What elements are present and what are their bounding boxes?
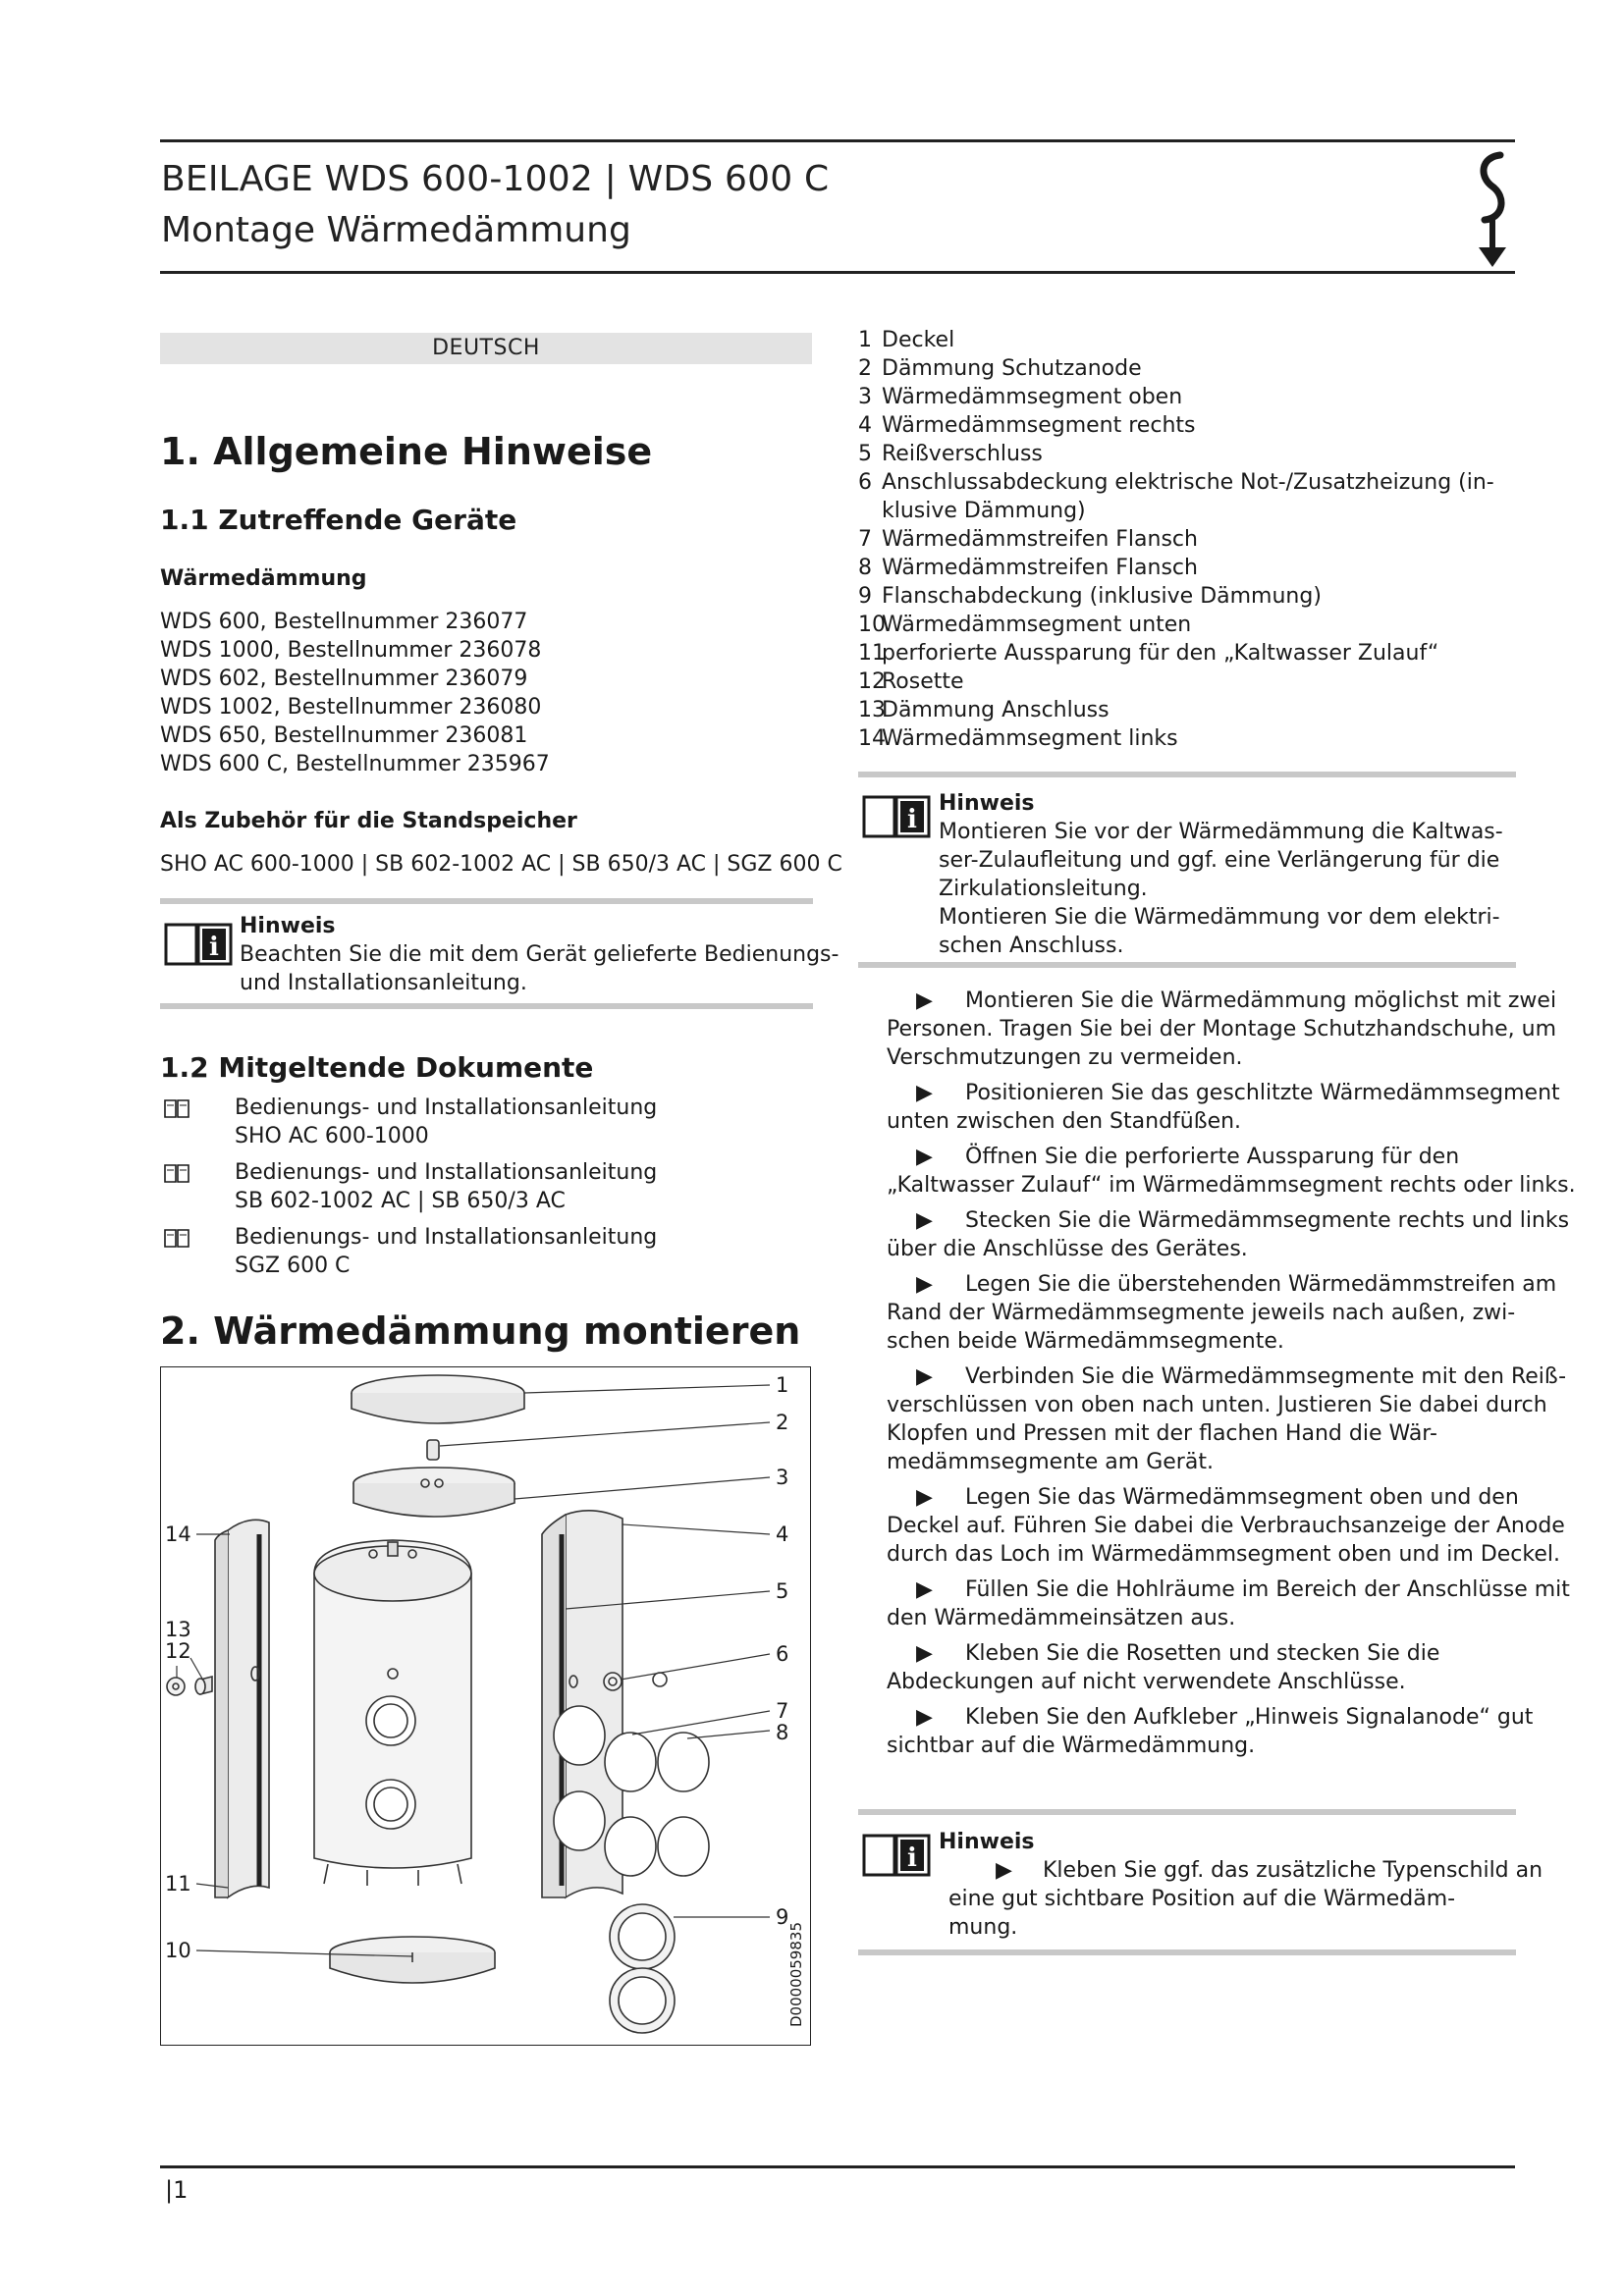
legend-text: Anschlussabdeckung elektrische Not-/Zusatzheizung (in- (882, 470, 1494, 495)
step-text: Montieren Sie die Wärmedämmung möglichst mit zwei Personen. Tragen Sie bei der Montage Schutzhandschuhe, um Verschmutzungen zu vermeiden. (887, 988, 1557, 1070)
step-text: Verbinden Sie die Wärmedämmsegmente mit den Reiß-verschlüssen von oben nach unten. Justieren Sie dabei durch Klopfen und Pressen mit der flachen Hand die Wär-medämmsegmente am Gerät. (887, 1364, 1567, 1474)
installation-steps (887, 987, 1579, 1767)
legend-number: 8 (858, 556, 872, 580)
callout-2: 2 (776, 1411, 789, 1434)
figure-legend (858, 326, 1494, 753)
svg-text:i: i (907, 805, 917, 834)
legend-item (858, 383, 1494, 411)
play-arrow-icon: ▶ (996, 1858, 1012, 1883)
info-book-icon (861, 791, 932, 840)
section-1-heading: 1. Allgemeine Hinweise (160, 430, 653, 473)
step-text: Füllen Sie die Hohlräume im Bereich der Anschlüsse mit den Wärmedämmeinsätzen aus. (887, 1577, 1570, 1630)
step-item (887, 1270, 1579, 1356)
figure-code: D0000059835 (787, 1922, 805, 2027)
step-item (887, 1703, 1579, 1760)
step-text: Öffnen Sie die perforierte Aussparung für den „Kaltwasser Zulauf“ im Wärmedämmsegment rechts oder links. (887, 1145, 1576, 1198)
legend-item-continuation (858, 497, 1494, 525)
note-2-title: Hinweis (939, 791, 1035, 816)
play-arrow-icon: ▶ (916, 1705, 933, 1730)
section-1-1-heading: 1.1 Zutreffende Geräte (160, 504, 517, 536)
callout-3: 3 (776, 1466, 789, 1489)
legend-item (858, 724, 1494, 753)
play-arrow-icon: ▶ (916, 1577, 933, 1602)
header-subtitle: Montage Wärmedämmung (161, 210, 631, 250)
legend-item (858, 554, 1494, 582)
legend-number: 13 (858, 698, 886, 722)
info-book-icon (861, 1830, 932, 1879)
note-2-line: ser-Zulaufleitung und ggf. eine Verlängerung für die (939, 848, 1500, 873)
related-doc-text (235, 1094, 657, 1150)
callout-12: 12 (165, 1639, 191, 1663)
legend-text: Wärmedämmsegment rechts (882, 413, 1196, 438)
related-doc-model: SHO AC 600-1000 (235, 1124, 429, 1148)
legend-number: 14 (858, 726, 886, 751)
assembly-figure (160, 1366, 811, 2046)
legend-item (858, 354, 1494, 383)
callout-5: 5 (776, 1579, 789, 1603)
device-list (160, 608, 550, 778)
legend-number: 1 (858, 328, 872, 352)
step-text: Positionieren Sie das geschlitzte Wärmedämmsegment unten zwischen den Standfüßen. (887, 1081, 1560, 1134)
related-doc-title: Bedienungs- und Installationsanleitung (235, 1160, 658, 1185)
book-icon (164, 1097, 189, 1119)
legend-text: Wärmedämmsegment links (882, 726, 1178, 751)
callout-11: 11 (165, 1872, 191, 1896)
legend-number: 11 (858, 641, 886, 666)
device-item: WDS 650, Bestellnummer 236081 (160, 723, 528, 748)
legend-text: klusive Dämmung) (882, 499, 1086, 523)
related-doc-model: SGZ 600 C (235, 1254, 351, 1278)
note-2-top-rule (858, 772, 1516, 777)
info-book-icon (163, 919, 234, 968)
callout-7: 7 (776, 1699, 789, 1723)
legend-text: Dämmung Anschluss (882, 698, 1110, 722)
legend-number: 12 (858, 669, 886, 694)
note-1-top-rule (160, 898, 813, 904)
play-arrow-icon: ▶ (916, 1208, 933, 1233)
step-item (887, 1079, 1579, 1136)
step-item (887, 1362, 1579, 1476)
legend-number: 2 (858, 356, 872, 381)
exploded-view-diagram (161, 1367, 809, 2044)
note-3-title: Hinweis (939, 1830, 1035, 1854)
callout-4: 4 (776, 1522, 789, 1546)
legend-item (858, 639, 1494, 667)
device-item: WDS 1000, Bestellnummer 236078 (160, 638, 542, 663)
note-1-bottom-rule (160, 1003, 813, 1009)
note-3-bottom-rule (858, 1949, 1516, 1955)
legend-item (858, 440, 1494, 468)
legend-text: Reißverschluss (882, 442, 1043, 466)
device-item: WDS 600 C, Bestellnummer 235967 (160, 752, 550, 776)
legend-item (858, 667, 1494, 696)
note-2-line: Zirkulationsleitung. (939, 877, 1148, 901)
related-doc-title: Bedienungs- und Installationsanleitung (235, 1095, 658, 1120)
svg-text:i: i (907, 1843, 917, 1873)
note-2-line: Montieren Sie die Wärmedämmung vor dem elektri- (939, 905, 1500, 930)
related-doc-model: SB 602-1002 AC | SB 650/3 AC (235, 1189, 566, 1213)
step-text: Legen Sie die überstehenden Wärmedämmstreifen am Rand der Wärmedämmsegmente jeweils nach außen, zwi-schen beide Wärmedämmsegmente. (887, 1272, 1557, 1354)
legend-item (858, 468, 1494, 497)
note-3-top-rule (858, 1809, 1516, 1815)
device-item: WDS 600, Bestellnummer 236077 (160, 610, 528, 634)
note-2-body (939, 818, 1503, 960)
play-arrow-icon: ▶ (916, 1272, 933, 1297)
note-3-line: eine gut sichtbare Position auf die Wärmedäm- (948, 1887, 1456, 1911)
accessory-text: SHO AC 600-1000 | SB 602-1002 AC | SB 650/3 AC | SGZ 600 C (160, 852, 842, 877)
book-icon (164, 1162, 189, 1184)
callout-13: 13 (165, 1618, 191, 1641)
legend-text: Rosette (882, 669, 964, 694)
legend-text: Wärmedämmsegment oben (882, 385, 1183, 409)
legend-number: 7 (858, 527, 872, 552)
legend-text: Wärmedämmsegment unten (882, 613, 1192, 637)
note-3-line: mung. (948, 1915, 1018, 1940)
book-icon (164, 1227, 189, 1249)
callout-9: 9 (776, 1905, 789, 1929)
note-3-line (948, 1856, 1543, 1885)
note-3-text: Kleben Sie ggf. das zusätzliche Typenschild an (1043, 1858, 1543, 1883)
legend-item (858, 411, 1494, 440)
note-2-bottom-rule (858, 962, 1516, 968)
play-arrow-icon: ▶ (916, 1081, 933, 1105)
brand-logo-icon (1473, 147, 1512, 269)
legend-text: Wärmedämmstreifen Flansch (882, 527, 1198, 552)
note-2-line: Montieren Sie vor der Wärmedämmung die Kaltwas- (939, 820, 1503, 844)
page-number: |1 (165, 2176, 189, 2204)
step-item (887, 1206, 1579, 1263)
legend-number: 4 (858, 413, 872, 438)
legend-text: Dämmung Schutzanode (882, 356, 1142, 381)
step-item (887, 1483, 1579, 1569)
legend-number: 3 (858, 385, 872, 409)
svg-text:i: i (209, 933, 219, 962)
step-item (887, 1639, 1579, 1696)
footer-rule (160, 2165, 1515, 2168)
device-item: WDS 602, Bestellnummer 236079 (160, 667, 528, 691)
header-title: BEILAGE WDS 600-1002 | WDS 600 C (161, 159, 830, 199)
legend-item (858, 326, 1494, 354)
callout-14: 14 (165, 1522, 191, 1546)
legend-number: 6 (858, 470, 872, 495)
related-doc-text (235, 1223, 657, 1280)
step-text: Kleben Sie die Rosetten und stecken Sie die Abdeckungen auf nicht verwendete Anschlüsse. (887, 1641, 1440, 1694)
legend-number: 10 (858, 613, 886, 637)
language-label: DEUTSCH (160, 333, 812, 364)
insulation-group-heading: Wärmedämmung (160, 566, 367, 591)
note-2-line: schen Anschluss. (939, 934, 1124, 958)
section-1-2-heading: 1.2 Mitgeltende Dokumente (160, 1051, 594, 1084)
callout-1: 1 (776, 1373, 789, 1397)
legend-item (858, 525, 1494, 554)
note-1-title: Hinweis (240, 914, 336, 938)
play-arrow-icon: ▶ (916, 988, 933, 1013)
play-arrow-icon: ▶ (916, 1641, 933, 1666)
legend-number: 5 (858, 442, 872, 466)
header-top-rule (160, 139, 1515, 142)
legend-number: 9 (858, 584, 872, 609)
callout-10: 10 (165, 1939, 191, 1962)
step-item (887, 987, 1579, 1072)
device-item: WDS 1002, Bestellnummer 236080 (160, 695, 542, 720)
legend-text: Deckel (882, 328, 955, 352)
step-item (887, 1143, 1579, 1200)
legend-text: Wärmedämmstreifen Flansch (882, 556, 1198, 580)
note-1-body (240, 940, 839, 997)
note-1-line: Beachten Sie die mit dem Gerät gelieferte Bedienungs- (240, 942, 839, 967)
legend-item (858, 696, 1494, 724)
legend-item (858, 611, 1494, 639)
accessory-heading: Als Zubehör für die Standspeicher (160, 809, 577, 833)
step-text: Stecken Sie die Wärmedämmsegmente rechts und links über die Anschlüsse des Gerätes. (887, 1208, 1570, 1261)
play-arrow-icon: ▶ (916, 1364, 933, 1389)
related-doc-title: Bedienungs- und Installationsanleitung (235, 1225, 658, 1250)
header-bottom-rule (160, 271, 1515, 274)
legend-text: Flanschabdeckung (inklusive Dämmung) (882, 584, 1322, 609)
note-1-line: und Installationsanleitung. (240, 971, 527, 995)
callout-8: 8 (776, 1721, 789, 1744)
step-item (887, 1575, 1579, 1632)
play-arrow-icon: ▶ (916, 1485, 933, 1510)
play-arrow-icon: ▶ (916, 1145, 933, 1169)
section-2-heading: 2. Wärmedämmung montieren (160, 1309, 801, 1353)
step-text: Legen Sie das Wärmedämmsegment oben und den Deckel auf. Führen Sie dabei die Verbrauchsanzeige der Anode durch das Loch im Wärmedämmsegment oben und im Deckel. (887, 1485, 1565, 1567)
legend-item (858, 582, 1494, 611)
step-text: Kleben Sie den Aufkleber „Hinweis Signalanode“ gut sichtbar auf die Wärmedämmung. (887, 1705, 1534, 1758)
legend-text: perforierte Aussparung für den „Kaltwasser Zulauf“ (882, 641, 1439, 666)
note-3-body (948, 1856, 1543, 1942)
related-doc-text (235, 1158, 657, 1215)
callout-6: 6 (776, 1642, 789, 1666)
